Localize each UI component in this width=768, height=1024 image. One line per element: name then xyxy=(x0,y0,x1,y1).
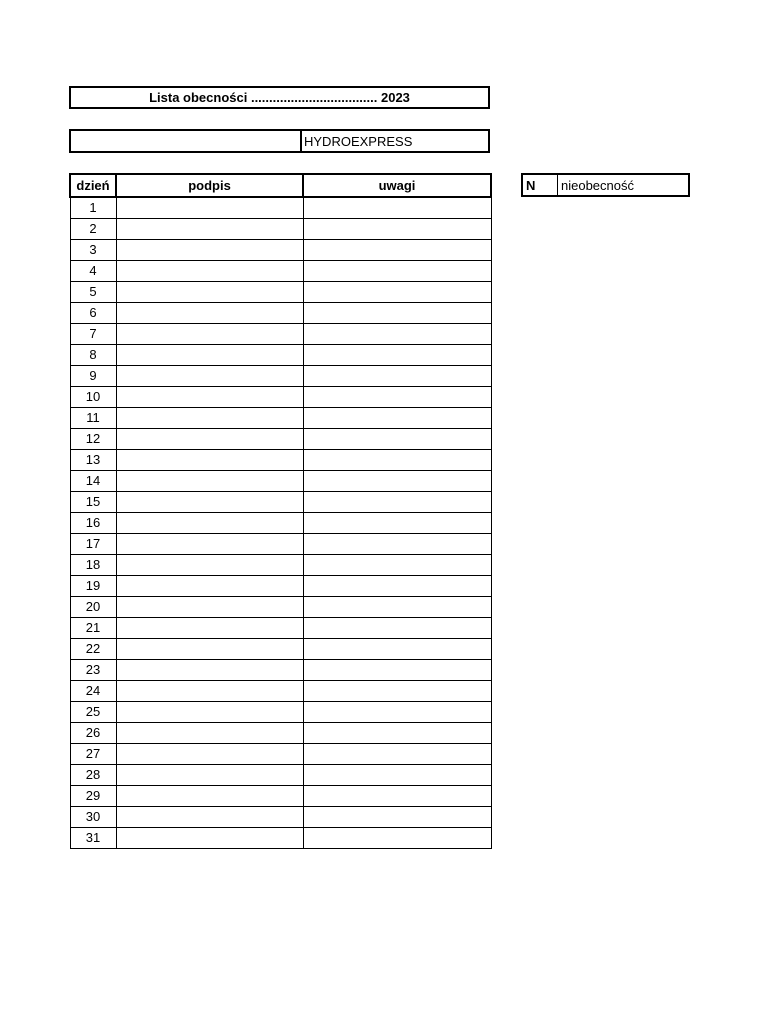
table-row xyxy=(70,785,491,806)
notes-cell[interactable] xyxy=(303,596,491,617)
notes-cell[interactable] xyxy=(303,806,491,827)
day-number-cell: 6 xyxy=(70,302,116,323)
table-row xyxy=(70,365,491,386)
day-number-cell: 13 xyxy=(70,449,116,470)
table-row xyxy=(70,344,491,365)
notes-cell[interactable] xyxy=(303,428,491,449)
notes-cell[interactable] xyxy=(303,407,491,428)
signature-cell[interactable] xyxy=(116,659,303,680)
table-row xyxy=(70,638,491,659)
signature-cell[interactable] xyxy=(116,449,303,470)
day-number-cell: 19 xyxy=(70,575,116,596)
table-header-row xyxy=(70,174,491,197)
notes-cell[interactable] xyxy=(303,512,491,533)
notes-cell[interactable] xyxy=(303,365,491,386)
table-row xyxy=(70,827,491,848)
notes-cell[interactable] xyxy=(303,785,491,806)
column-header-day: dzień xyxy=(70,174,116,197)
signature-cell[interactable] xyxy=(116,323,303,344)
signature-cell[interactable] xyxy=(116,743,303,764)
signature-cell[interactable] xyxy=(116,365,303,386)
table-row xyxy=(70,617,491,638)
notes-cell[interactable] xyxy=(303,302,491,323)
day-number-cell: 30 xyxy=(70,806,116,827)
day-number-cell: 1 xyxy=(70,197,116,218)
day-number-cell: 11 xyxy=(70,407,116,428)
day-number-cell: 16 xyxy=(70,512,116,533)
table-row xyxy=(70,533,491,554)
day-number-cell: 22 xyxy=(70,638,116,659)
table-row xyxy=(70,701,491,722)
table-row xyxy=(70,449,491,470)
signature-cell[interactable] xyxy=(116,428,303,449)
notes-cell[interactable] xyxy=(303,743,491,764)
signature-cell[interactable] xyxy=(116,554,303,575)
day-number-cell: 9 xyxy=(70,365,116,386)
signature-cell[interactable] xyxy=(116,260,303,281)
notes-cell[interactable] xyxy=(303,701,491,722)
employee-name-cell[interactable] xyxy=(71,131,302,151)
signature-cell[interactable] xyxy=(116,575,303,596)
day-number-cell: 2 xyxy=(70,218,116,239)
notes-cell[interactable] xyxy=(303,218,491,239)
notes-cell[interactable] xyxy=(303,617,491,638)
table-row xyxy=(70,659,491,680)
attendance-table xyxy=(69,173,492,849)
signature-cell[interactable] xyxy=(116,407,303,428)
day-number-cell: 18 xyxy=(70,554,116,575)
table-row xyxy=(70,428,491,449)
notes-cell[interactable] xyxy=(303,260,491,281)
sheet-title xyxy=(69,86,490,109)
table-row xyxy=(70,575,491,596)
table-row xyxy=(70,197,491,218)
signature-cell[interactable] xyxy=(116,281,303,302)
notes-cell[interactable] xyxy=(303,764,491,785)
signature-cell[interactable] xyxy=(116,722,303,743)
signature-cell[interactable] xyxy=(116,785,303,806)
table-row xyxy=(70,470,491,491)
sheet-title-text: Lista obecności ................................... 2023 xyxy=(149,90,410,105)
legend-code: N xyxy=(523,175,558,195)
signature-cell[interactable] xyxy=(116,533,303,554)
notes-cell[interactable] xyxy=(303,722,491,743)
signature-cell[interactable] xyxy=(116,806,303,827)
day-number-cell: 31 xyxy=(70,827,116,848)
signature-cell[interactable] xyxy=(116,239,303,260)
day-number-cell: 17 xyxy=(70,533,116,554)
signature-cell[interactable] xyxy=(116,491,303,512)
notes-cell[interactable] xyxy=(303,575,491,596)
table-row xyxy=(70,491,491,512)
legend-description: nieobecność xyxy=(561,178,634,193)
column-header-signature: podpis xyxy=(116,174,303,197)
company-name: HYDROEXPRESS xyxy=(304,134,413,149)
signature-cell[interactable] xyxy=(116,764,303,785)
day-number-cell: 26 xyxy=(70,722,116,743)
signature-cell[interactable] xyxy=(116,302,303,323)
table-row xyxy=(70,281,491,302)
notes-cell[interactable] xyxy=(303,638,491,659)
signature-cell[interactable] xyxy=(116,827,303,848)
signature-cell[interactable] xyxy=(116,680,303,701)
table-row xyxy=(70,596,491,617)
signature-cell[interactable] xyxy=(116,638,303,659)
day-number-cell: 25 xyxy=(70,701,116,722)
legend-box xyxy=(521,173,690,197)
day-number-cell: 28 xyxy=(70,764,116,785)
day-number-cell: 21 xyxy=(70,617,116,638)
day-number-cell: 8 xyxy=(70,344,116,365)
notes-cell[interactable] xyxy=(303,659,491,680)
notes-cell[interactable] xyxy=(303,533,491,554)
table-row xyxy=(70,407,491,428)
table-row xyxy=(70,743,491,764)
notes-cell[interactable] xyxy=(303,239,491,260)
day-number-cell: 27 xyxy=(70,743,116,764)
signature-cell[interactable] xyxy=(116,512,303,533)
day-number-cell: 3 xyxy=(70,239,116,260)
table-row xyxy=(70,680,491,701)
notes-cell[interactable] xyxy=(303,386,491,407)
signature-cell[interactable] xyxy=(116,386,303,407)
table-row xyxy=(70,218,491,239)
notes-cell[interactable] xyxy=(303,323,491,344)
notes-cell[interactable] xyxy=(303,281,491,302)
table-row xyxy=(70,722,491,743)
signature-cell[interactable] xyxy=(116,617,303,638)
notes-cell[interactable] xyxy=(303,554,491,575)
notes-cell[interactable] xyxy=(303,449,491,470)
day-number-cell: 14 xyxy=(70,470,116,491)
employee-name-row xyxy=(69,129,490,153)
day-number-cell: 12 xyxy=(70,428,116,449)
day-number-cell: 10 xyxy=(70,386,116,407)
day-number-cell: 7 xyxy=(70,323,116,344)
column-header-notes: uwagi xyxy=(303,174,491,197)
table-row xyxy=(70,323,491,344)
signature-cell[interactable] xyxy=(116,344,303,365)
signature-cell[interactable] xyxy=(116,596,303,617)
table-row xyxy=(70,512,491,533)
notes-cell[interactable] xyxy=(303,197,491,218)
table-row xyxy=(70,764,491,785)
table-row xyxy=(70,554,491,575)
notes-cell[interactable] xyxy=(303,491,491,512)
day-number-cell: 15 xyxy=(70,491,116,512)
day-number-cell: 5 xyxy=(70,281,116,302)
day-number-cell: 29 xyxy=(70,785,116,806)
signature-cell[interactable] xyxy=(116,197,303,218)
signature-cell[interactable] xyxy=(116,218,303,239)
day-number-cell: 23 xyxy=(70,659,116,680)
notes-cell[interactable] xyxy=(303,827,491,848)
signature-cell[interactable] xyxy=(116,470,303,491)
notes-cell[interactable] xyxy=(303,344,491,365)
table-row xyxy=(70,302,491,323)
table-row xyxy=(70,386,491,407)
day-number-cell: 24 xyxy=(70,680,116,701)
table-row xyxy=(70,239,491,260)
notes-cell[interactable] xyxy=(303,470,491,491)
day-number-cell: 20 xyxy=(70,596,116,617)
day-number-cell: 4 xyxy=(70,260,116,281)
notes-cell[interactable] xyxy=(303,680,491,701)
signature-cell[interactable] xyxy=(116,701,303,722)
attendance-table-body xyxy=(70,197,491,848)
table-row xyxy=(70,260,491,281)
table-row xyxy=(70,806,491,827)
